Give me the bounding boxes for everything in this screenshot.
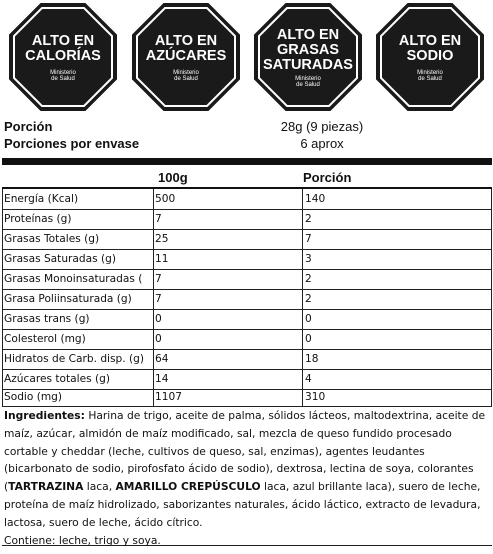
table-border-right [491, 189, 492, 407]
value-100g: 0 [155, 333, 162, 345]
column-divider [302, 189, 303, 407]
table-row [2, 229, 492, 250]
value-100g: 0 [155, 313, 162, 325]
seal-text: ALTO EN [154, 32, 218, 49]
seal-ministry: Ministerio de Salud [417, 69, 443, 82]
value-portion: 18 [305, 353, 319, 365]
table-row [2, 289, 492, 310]
column-header-100g: 100g [158, 170, 188, 185]
nutrient-name: Grasas Monoinsaturadas ( [4, 273, 143, 285]
table-row [2, 189, 492, 210]
value-100g: 14 [155, 373, 169, 385]
portion-value: 28g (9 piezas) [280, 119, 364, 134]
table-row [2, 389, 492, 406]
seal-calorias [9, 3, 117, 111]
ingredients-label: Ingredientes: [4, 409, 85, 422]
value-portion: 140 [305, 193, 326, 205]
value-portion: 2 [305, 213, 312, 225]
nutrient-name: Grasa Poliinsaturada (g) [4, 293, 132, 305]
seal-text: SATURADAS [263, 56, 353, 73]
ingredients-text: Ingredientes: Harina de trigo, aceite de palma, sólidos lácteos, maltodextrina, aceite de maíz, azúcar, almidón de maíz modificado, sal, mezcla de queso fundido procesado cortable y cheddar (leche, cultivos de queso, sal, enzimas), agentes leudantes (bicarbonato de sodio, pirofosfato ácido de sodio), dextrosa, lectina de soya, colorantes (TARTRAZINA laca, AMARILLO CREPÚSCULO laca, azul brillante laca), suero de leche, proteína de maíz hidrolizado, saborizantes naturales, ácido láctico, extracto de levadura, lactosa, suero de leche, ácido cítrico. Contiene: leche, trigo y soya. [4, 407, 492, 549]
value-100g: 64 [155, 353, 169, 365]
seal-ministry: Ministerio de Salud [173, 69, 199, 82]
nutrient-name: Grasas Totales (g) [4, 233, 100, 245]
seal-text: ALTO EN [276, 26, 340, 43]
value-portion: 2 [305, 273, 312, 285]
table-row [2, 349, 492, 370]
value-portion: 7 [305, 233, 312, 245]
seal-text: GRASAS [276, 41, 340, 58]
value-100g: 500 [155, 193, 176, 205]
servings-label: Porciones por envase [4, 136, 140, 151]
value-100g: 25 [155, 233, 169, 245]
value-100g: 7 [155, 213, 162, 225]
seal-text: CALORÍAS [25, 47, 101, 64]
nutrient-name: Grasas trans (g) [4, 313, 90, 325]
seal-text: SODIO [406, 47, 454, 64]
nutrient-name: Colesterol (mg) [4, 333, 86, 345]
seal-ministry: Ministerio de Salud [50, 69, 76, 82]
nutrient-name: Sodio (mg) [4, 391, 63, 403]
table-row [2, 269, 492, 290]
table-row [2, 329, 492, 350]
seal-ministry: Ministerio de Salud [295, 75, 321, 88]
nutrient-name: Proteínas (g) [4, 213, 72, 225]
portion-label: Porción [4, 119, 53, 134]
nutrient-name: Hidratos de Carb. disp. (g) [4, 353, 144, 365]
table-row [2, 249, 492, 270]
value-100g: 7 [155, 293, 162, 305]
seal-grasas-saturadas [254, 3, 362, 111]
column-header-porcion: Porción [303, 170, 352, 185]
value-100g: 11 [155, 253, 169, 265]
seal-azucares [132, 3, 240, 111]
nutrient-name: Energía (Kcal) [4, 193, 79, 205]
warning-seals [0, 0, 493, 118]
thick-divider [2, 158, 492, 165]
value-100g: 1107 [155, 391, 182, 403]
seal-sodio [376, 3, 484, 111]
value-portion: 0 [305, 333, 312, 345]
table-row [2, 309, 492, 330]
value-portion: 0 [305, 313, 312, 325]
servings-value: 6 aprox [300, 136, 344, 151]
nutrient-name: Grasas Saturadas (g) [4, 253, 116, 265]
allergen-statement: Contiene: leche, trigo y soya. [4, 533, 161, 547]
value-100g: 7 [155, 273, 162, 285]
seal-text: AZÚCARES [145, 47, 227, 64]
column-divider [153, 189, 154, 407]
value-portion: 3 [305, 253, 312, 265]
seal-text: ALTO EN [398, 32, 462, 49]
value-portion: 310 [305, 391, 326, 403]
value-portion: 2 [305, 293, 312, 305]
seal-text: ALTO EN [31, 32, 95, 49]
table-row [2, 209, 492, 230]
nutrient-name: Azúcares totales (g) [4, 373, 110, 385]
table-row [2, 369, 492, 390]
value-portion: 4 [305, 373, 312, 385]
table-border-left [2, 189, 3, 407]
